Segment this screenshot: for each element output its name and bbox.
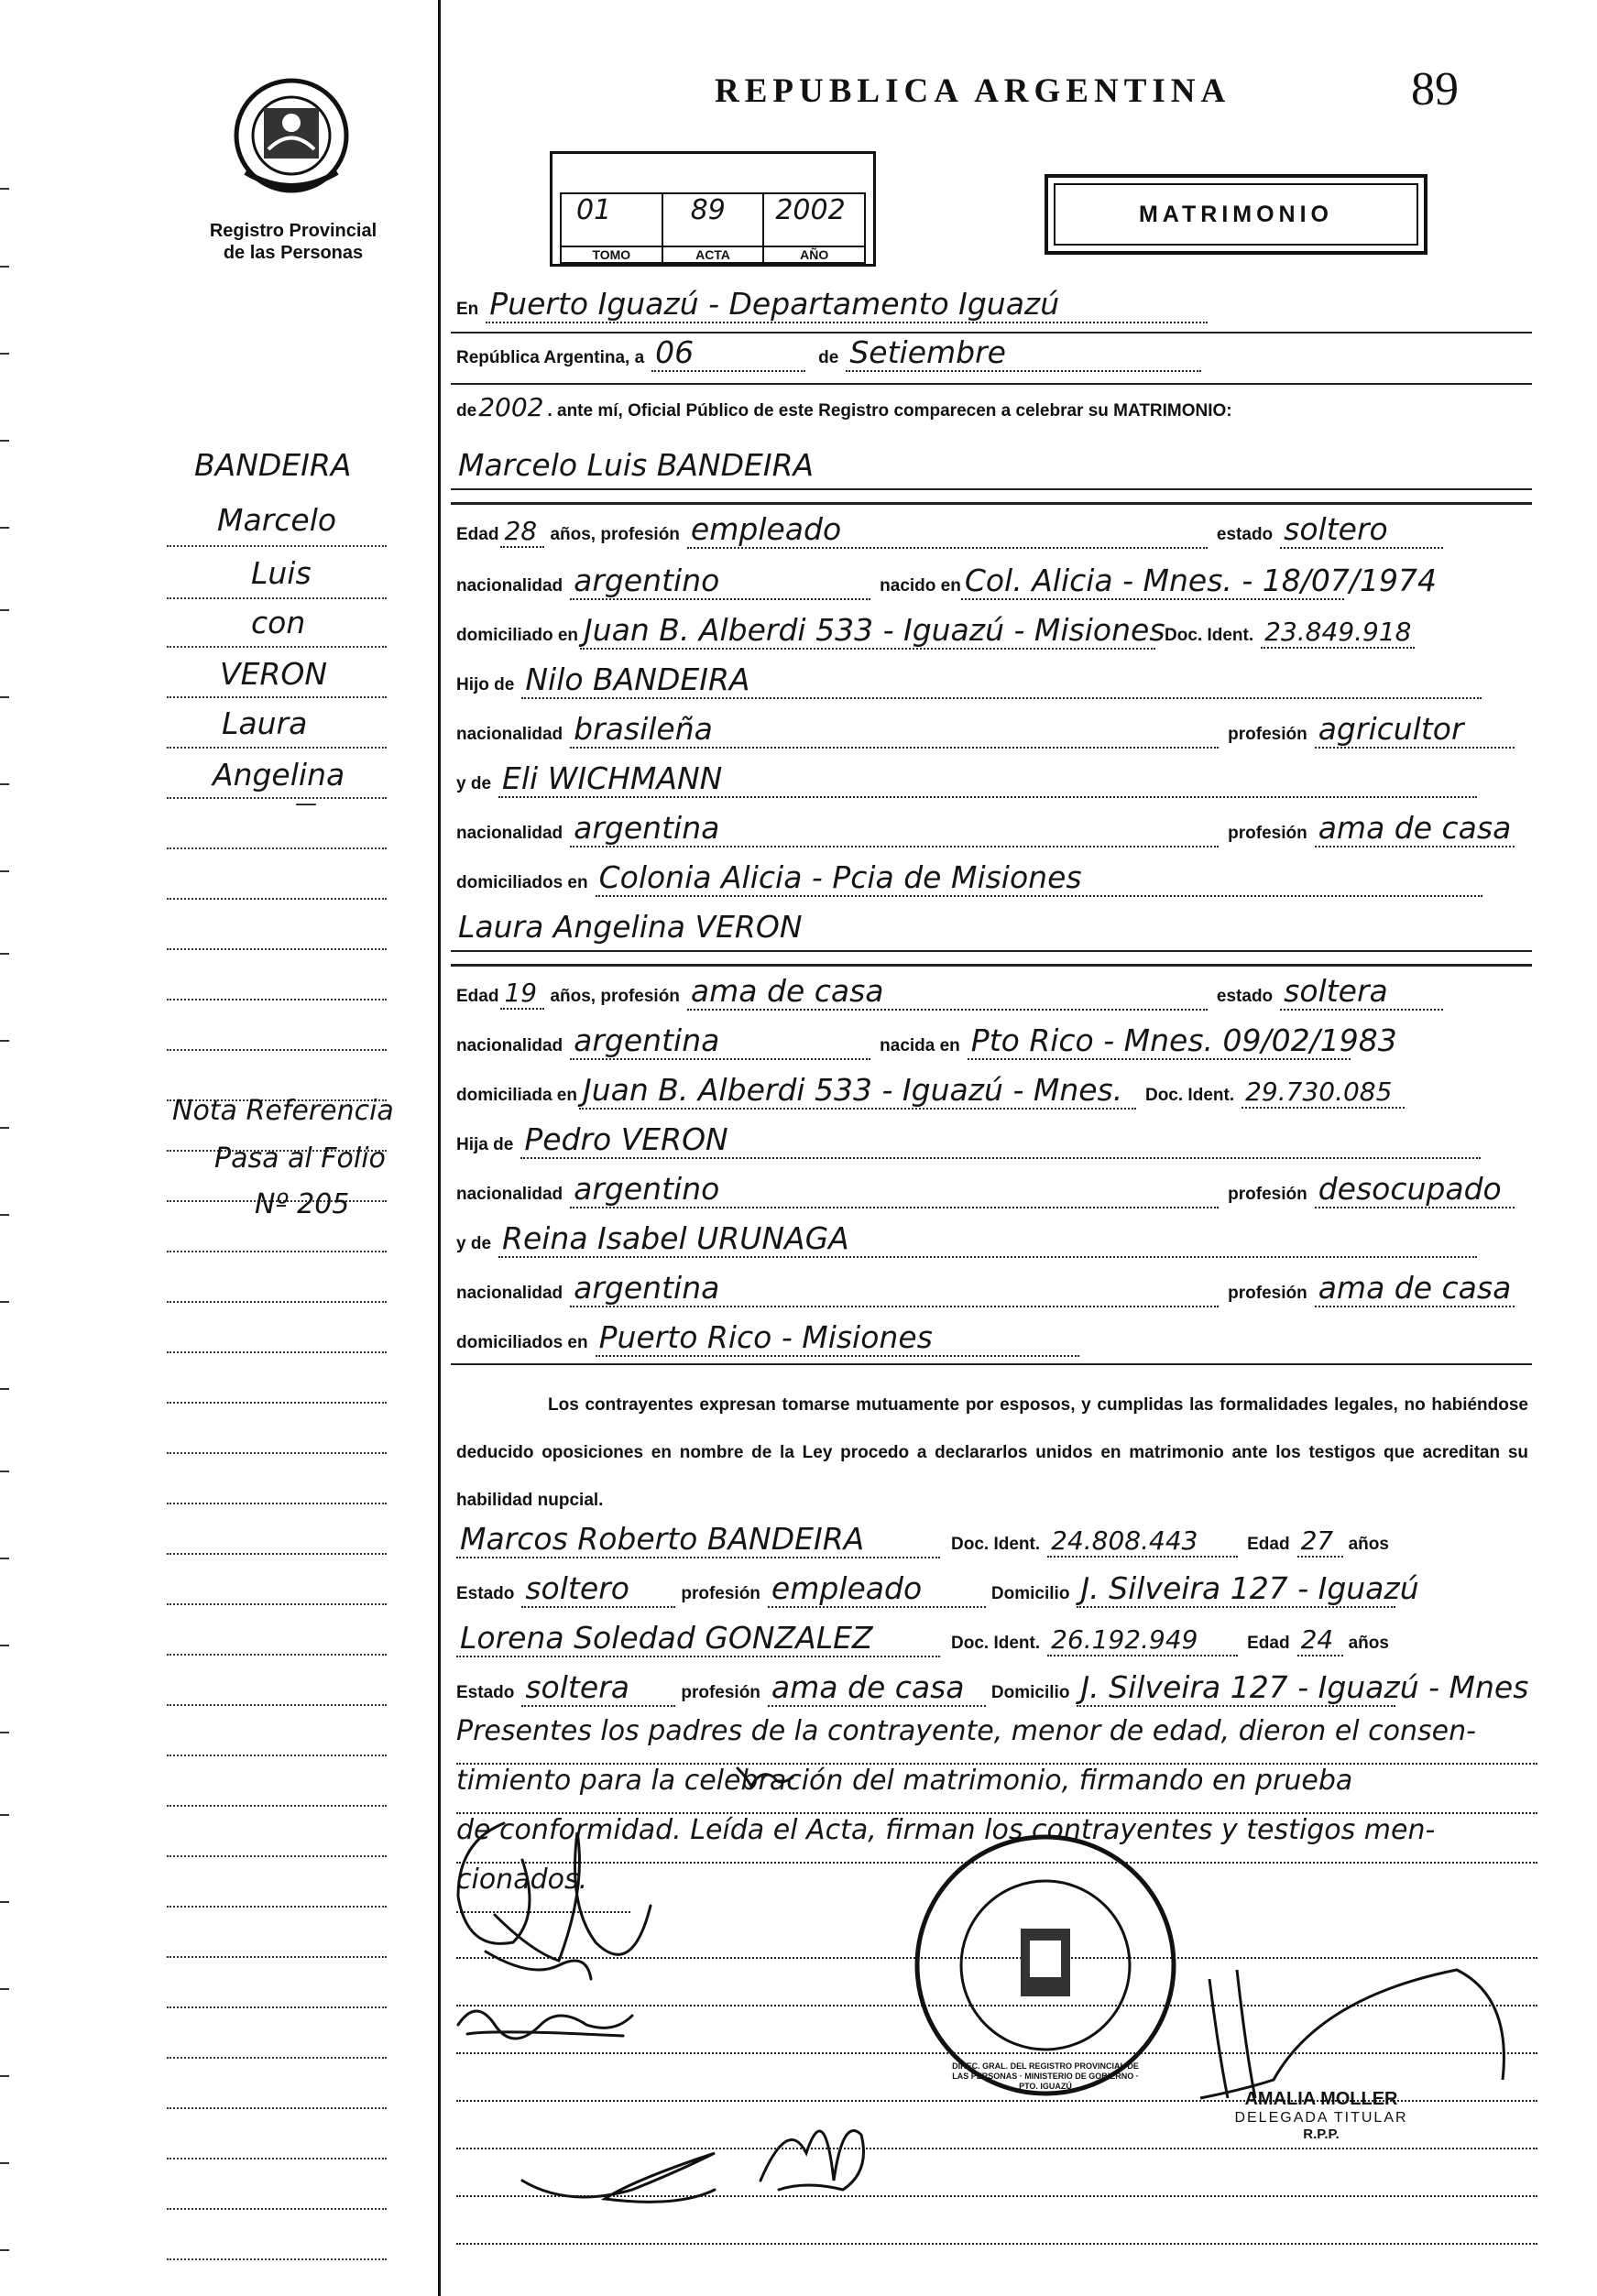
groom-mother-nat-line: nacionalidad argentina profesión ama de casa [456, 810, 1515, 847]
official-signature-block: AMALIA MOLLER DELEGADA TITULAR R.P.P. [1234, 2089, 1408, 2142]
official-stamp: DIREC. GRAL. DEL REGISTRO PROVINCIAL DE LAS PERSONAS · MINISTERIO DE GOBIERNO · PTO. IGUAZÚ [913, 1832, 1178, 2098]
witness1-line: Marcos Roberto BANDEIRA Doc. Ident. 24.808.443 Edad 27 años [456, 1521, 1396, 1558]
ano-cell: 2002 AÑO [764, 194, 864, 262]
groom-nationality-line: nacionalidad argentino nacido en Col. Alicia - Mnes. - 18/07/1974 [456, 563, 1438, 598]
shield-emblem-icon [227, 71, 355, 200]
bride-mother-nat-line: nacionalidad argentina profesión ama de casa [456, 1270, 1515, 1307]
groom-age: 28 [500, 516, 544, 548]
acta-value: 89 [690, 194, 726, 226]
groom-father-line: Hijo de Nilo BANDEIRA [456, 661, 1482, 699]
declaration-text: Los contrayentes expresan tomarse mutuamente por esposos, y cumplidas las formalidades legales, no habiéndose deducido oposiciones en nombre de la Ley procedo a declararlos unidos en matrimonio ante los testigos que acreditan su habilidad nupcial. [456, 1395, 1528, 1510]
record-box [550, 151, 876, 267]
witness2-name: Lorena Soledad GONZALEZ [456, 1620, 940, 1657]
date-line: República Argentina, a 06 de Setiembre [456, 334, 1201, 372]
bride-father-nat-line: nacionalidad argentino profesión desocupado [456, 1171, 1515, 1208]
page-number: 89 [1411, 63, 1459, 115]
signature-4-icon [522, 2153, 715, 2202]
handwritten-notes: Presentes los padres de la contrayente, menor de edad, dieron el consen- timiento para la celebración del matrimonio, firmando en prueba de conformidad. Leída el Acta, firman los contrayentes y testigos men- cionados. [456, 1715, 1537, 1913]
witness1-detail-line: Estado soltero profesión empleado Domicilio J. Silveira 127 - Iguazú [456, 1570, 1419, 1606]
witness2-line: Lorena Soledad GONZALEZ Doc. Ident. 26.192.949 Edad 24 años [456, 1620, 1396, 1657]
place-value: Puerto Iguazú - Departamento Iguazú [486, 286, 1208, 323]
bride-name: Laura Angelina VERON [458, 909, 803, 945]
country-title: REPUBLICA ARGENTINA [715, 72, 1231, 110]
groom-mother-line: y de Eli WICHMANN [456, 760, 1477, 798]
stamp-seal-icon [913, 1832, 1178, 2098]
bride-address-line: domiciliada en Juan B. Alberdi 533 - Iguazú - Mnes. Doc. Ident. 29.730.085 [456, 1072, 1405, 1110]
act-type-box: MATRIMONIO [1045, 174, 1427, 255]
year-line: de 2002 . ante mí, Oficial Público de este Registro comparecen a celebrar su MATRIMONIO: [456, 392, 1232, 422]
place-line: En Puerto Iguazú - Departamento Iguazú [456, 286, 1208, 323]
groom-parents-address-line: domiciliados en Colonia Alicia - Pcia de Misiones [456, 859, 1482, 897]
bride-nationality-line: nacionalidad argentina nacida en Pto Rico - Mnes. 09/02/1983 [456, 1022, 1397, 1058]
ano-value: 2002 [775, 194, 846, 226]
signature-2-icon [738, 1768, 793, 1787]
acta-cell: 89 ACTA [663, 194, 765, 262]
provincial-emblem [227, 71, 355, 200]
bride-mother-line: y de Reina Isabel URUNAGA [456, 1220, 1477, 1258]
witness1-name: Marcos Roberto BANDEIRA [456, 1521, 940, 1558]
registry-name: Registro Provincial de las Personas [209, 221, 377, 263]
signature-5-icon [760, 2131, 864, 2190]
day-value: 06 [651, 334, 805, 372]
tomo-value: 01 [576, 194, 612, 226]
groom-age-line: Edad 28 años, profesión empleado estado soltero [456, 511, 1443, 549]
bride-age-line: Edad 19 años, profesión ama de casa estado soltera [456, 973, 1443, 1011]
groom-name: Marcelo Luis BANDEIRA [458, 447, 815, 483]
witness2-detail-line: Estado soltera profesión ama de casa Domicilio J. Silveira 127 - Iguazú - Mnes [456, 1669, 1529, 1705]
year-value: 2002 [478, 392, 544, 422]
signature-1-icon [458, 1823, 530, 1943]
groom-address-line: domiciliado en Juan B. Alberdi 533 - Iguazú - Misiones Doc. Ident. 23.849.918 [456, 612, 1415, 650]
groom-father-nat-line: nacionalidad brasileña profesión agricultor [456, 711, 1515, 749]
tomo-cell: 01 TOMO [562, 194, 663, 262]
bride-parents-address-line: domiciliados en Puerto Rico - Misiones [456, 1319, 1079, 1357]
month-value: Setiembre [846, 334, 1201, 372]
bride-father-line: Hija de Pedro VERON [456, 1121, 1481, 1159]
